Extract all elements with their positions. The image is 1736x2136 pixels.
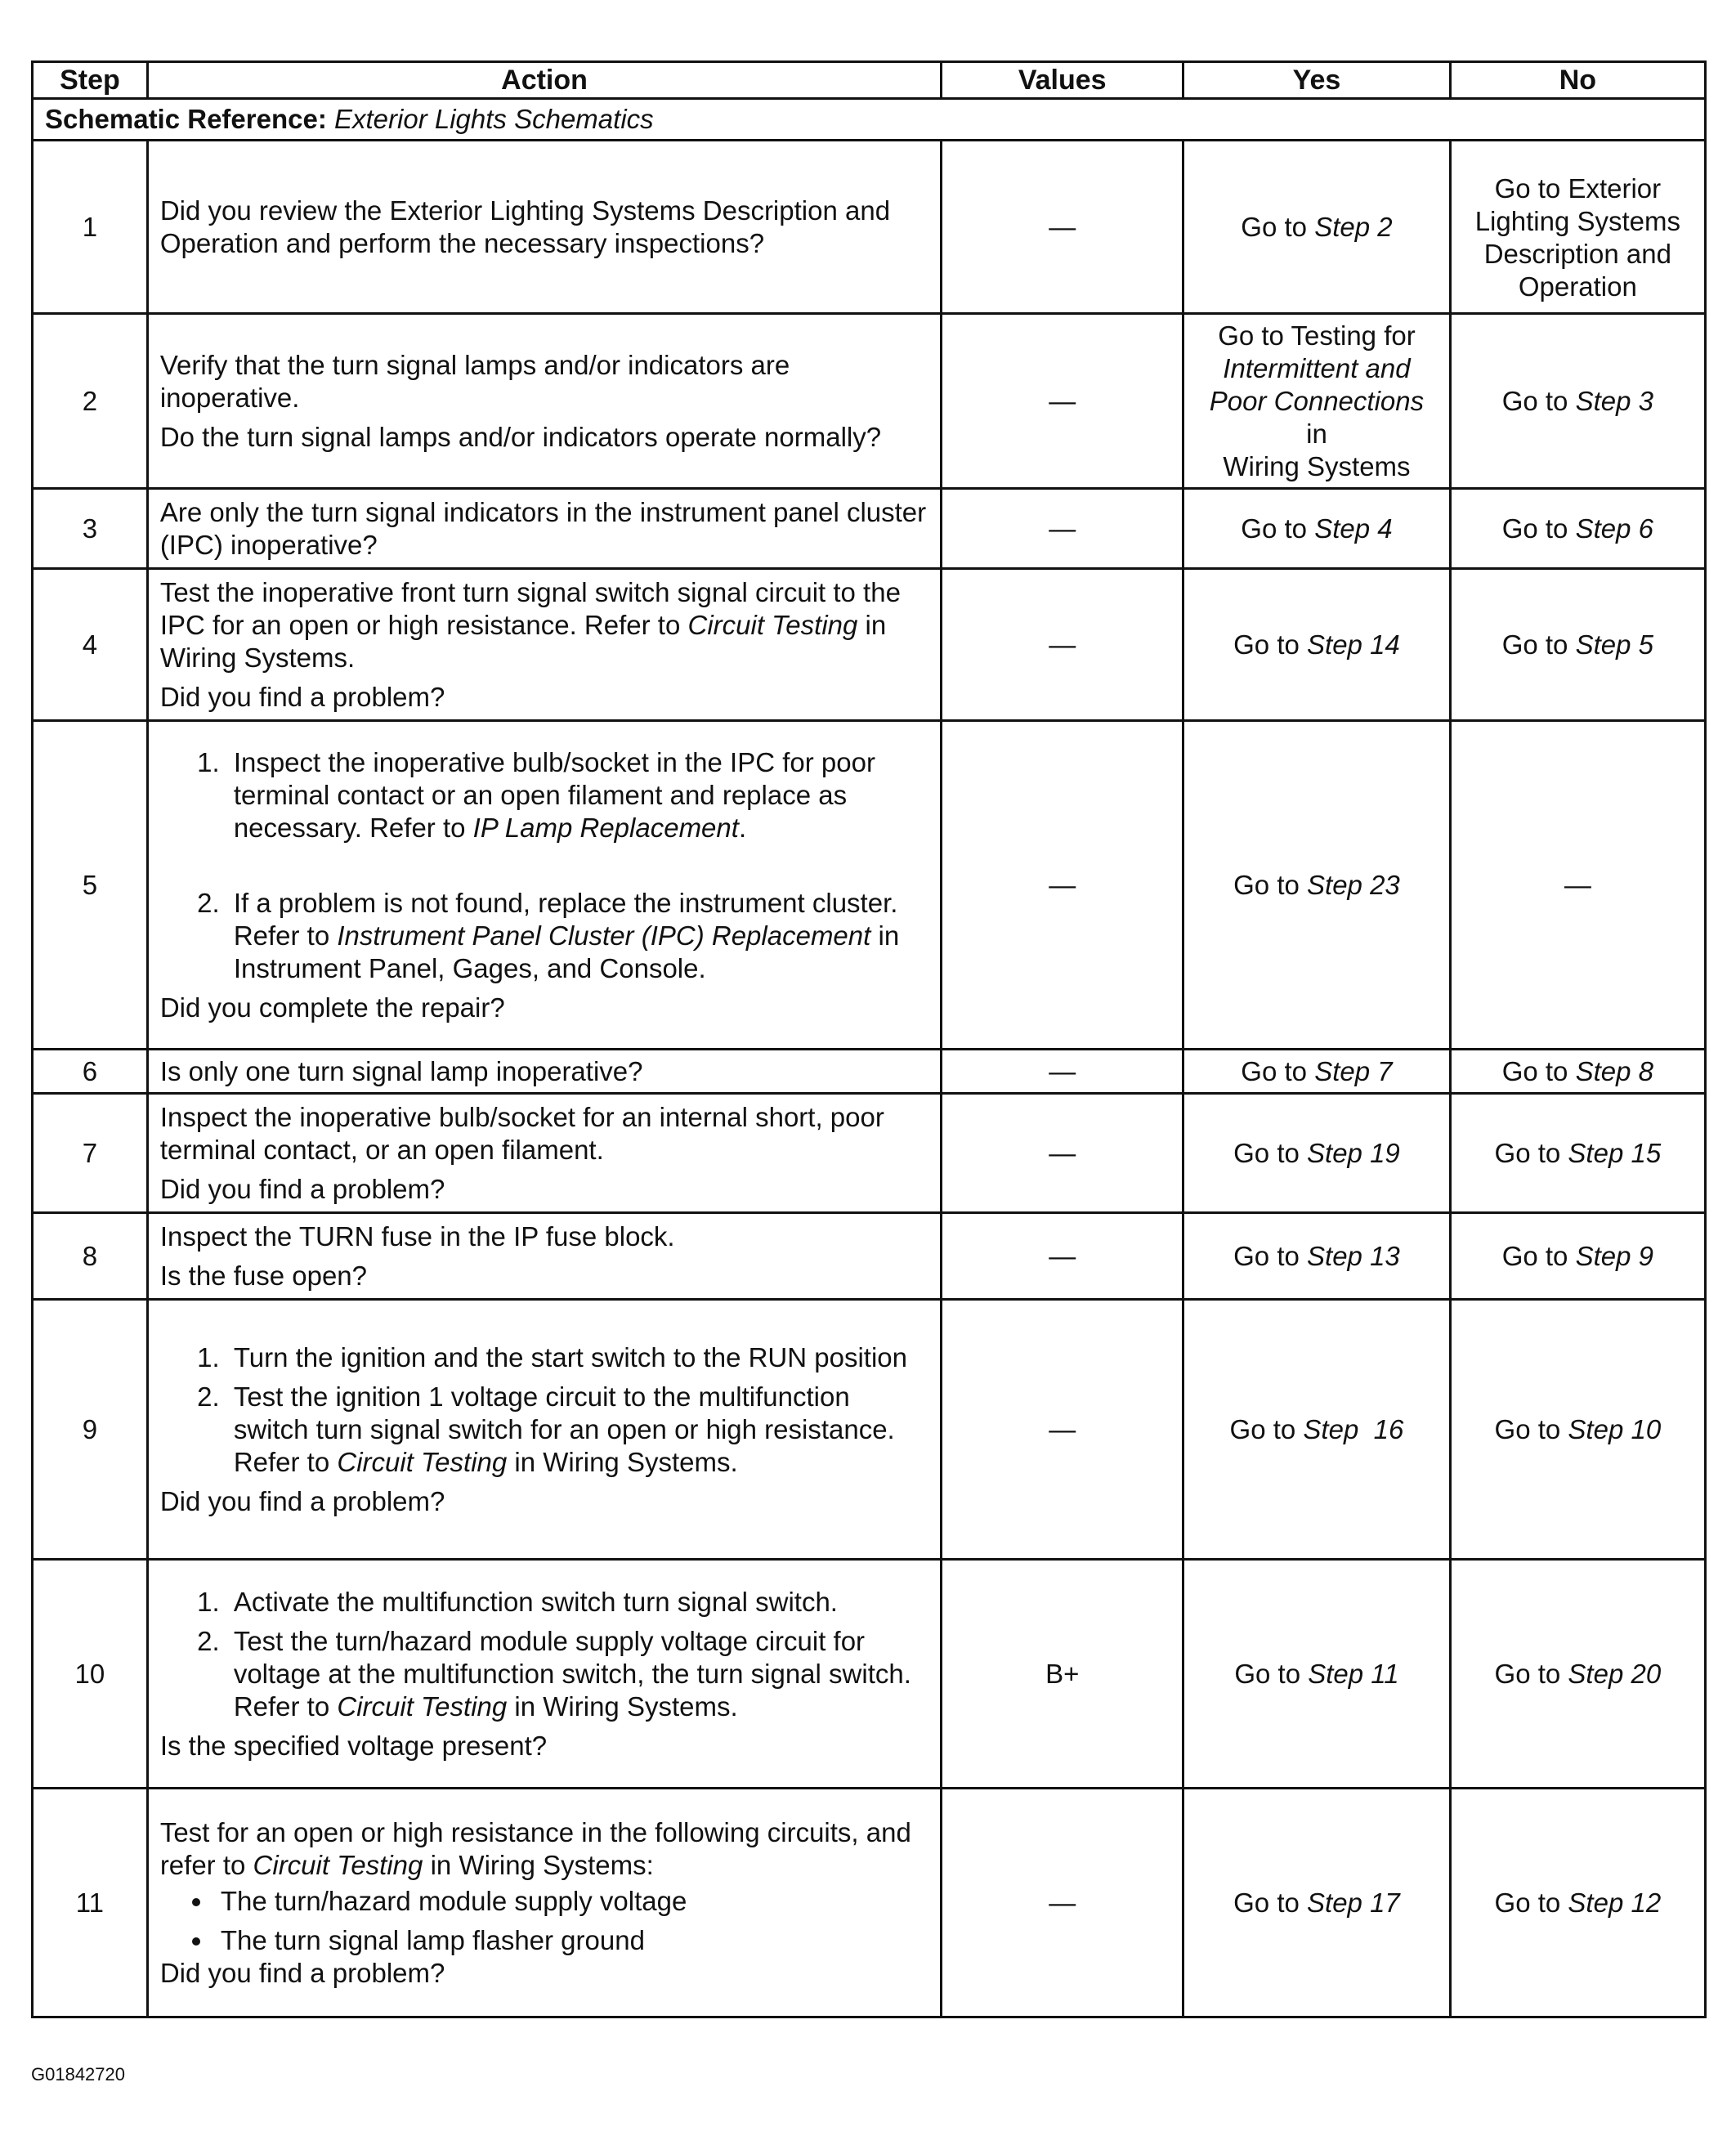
no-cell (1450, 1213, 1705, 1300)
yes-line: Wiring Systems (1223, 450, 1411, 481)
table-row (33, 489, 1706, 569)
yes-step-link: Step 2 (1314, 211, 1393, 242)
yes-cell (1183, 1789, 1451, 2017)
action-cell (147, 141, 941, 314)
step-number: 10 (33, 1560, 148, 1789)
action-question: Is only one turn signal lamp inoperative? (159, 1055, 643, 1086)
circuit-item: • The turn/hazard module supply voltage (214, 1885, 928, 1918)
table-row (33, 1560, 1706, 1789)
action-cell (147, 1560, 941, 1789)
yes-step-link: Step 11 (1308, 1658, 1399, 1689)
step-number: 11 (33, 1789, 148, 2017)
ipc-replacement-link: Instrument Panel Cluster (IPC) Replacement (337, 920, 871, 951)
no-cell (1450, 489, 1705, 569)
header-no: No (1450, 62, 1705, 99)
no-prefix: Go to (1501, 1055, 1576, 1086)
no-cell (1450, 569, 1705, 721)
action-text: Verify that the turn signal lamps and/or indicators are inoperative. (159, 349, 790, 413)
no-cell (1450, 141, 1705, 314)
circuit-list (160, 1885, 928, 1957)
action-question: Is the fuse open? (159, 1260, 368, 1291)
yes-step-link: Step 7 (1314, 1055, 1393, 1086)
yes-step-link: Step 19 (1307, 1137, 1400, 1168)
diagnostic-table (31, 60, 1707, 2018)
circuit-testing-link: Circuit Testing (337, 1446, 508, 1477)
no-prefix: Go to (1494, 1413, 1568, 1444)
yes-prefix: Go to (1241, 513, 1315, 544)
circuit-item: • The turn signal lamp flasher ground (214, 1924, 928, 1957)
schematic-label: Schematic Reference: (45, 104, 327, 134)
no-cell (1450, 1094, 1705, 1213)
step-number: 5 (33, 721, 148, 1050)
yes-prefix: Go to (1233, 869, 1308, 900)
values-cell: — (942, 1789, 1183, 2017)
yes-prefix: Go to (1233, 629, 1308, 660)
yes-cell (1183, 721, 1451, 1050)
action-step: 1. Turn the ignition and the start switch to the RUN position (227, 1341, 928, 1374)
action-step: 1. Inspect the inoperative bulb/socket in the IPC for poor terminal contact or an open filament and replace as necessary. Refer to IP Lamp Replacement. (227, 746, 928, 880)
action-steps (160, 1341, 928, 1479)
action-cell (147, 1789, 941, 2017)
no-text: Go to Exterior Lighting Systems Description and Operation (1474, 172, 1680, 302)
values-cell: — (942, 1300, 1183, 1560)
no-step-link: Step 9 (1575, 1240, 1654, 1271)
action-step: 2. Test the turn/hazard module supply voltage circuit for voltage at the multifunction switch, the turn signal switch. Refer to Circuit Testing in Wiring Systems. (227, 1625, 928, 1723)
table-row (33, 1050, 1706, 1094)
no-cell (1450, 314, 1705, 489)
schematic-row (33, 99, 1706, 141)
header-values: Values (942, 62, 1183, 99)
yes-step-link: Step 14 (1307, 629, 1400, 660)
no-step-link: Step 20 (1568, 1658, 1662, 1689)
no-step-link: Step 3 (1575, 385, 1654, 416)
action-question: Are only the turn signal indicators in the instrument panel cluster (IPC) inoperative? (159, 496, 927, 560)
yes-cell (1183, 1300, 1451, 1560)
yes-cell (1183, 1094, 1451, 1213)
step-number: 9 (33, 1300, 148, 1560)
yes-prefix: Go to (1233, 1137, 1308, 1168)
figure-id: G01842720 (31, 2064, 125, 2085)
yes-step-link: Step 16 (1303, 1413, 1404, 1444)
step-number: 8 (33, 1213, 148, 1300)
action-question: Do the turn signal lamps and/or indicators operate normally? (159, 421, 882, 452)
action-steps (160, 746, 928, 985)
no-prefix: Go to (1501, 1240, 1576, 1271)
step-number: 6 (33, 1050, 148, 1094)
table-row (33, 141, 1706, 314)
table-row (33, 314, 1706, 489)
circuit-testing-link: Circuit Testing (687, 609, 858, 640)
no-cell (1450, 1300, 1705, 1560)
yes-prefix: Go to (1233, 1240, 1308, 1271)
header-action: Action (147, 62, 941, 99)
action-cell (147, 1050, 941, 1094)
step-number: 3 (33, 489, 148, 569)
no-prefix: Go to (1501, 629, 1576, 660)
yes-cell (1183, 489, 1451, 569)
header-step: Step (33, 62, 148, 99)
action-step: 2. Test the ignition 1 voltage circuit to the multifunction switch turn signal switch for an open or high resistance. Refer to Circuit Testing in Wiring Systems. (227, 1381, 928, 1479)
no-step-link: Step 12 (1568, 1887, 1662, 1918)
step-number: 7 (33, 1094, 148, 1213)
values-cell: — (942, 1094, 1183, 1213)
circuit-testing-link: Circuit Testing (253, 1849, 423, 1880)
no-step-link: Step 15 (1568, 1137, 1662, 1168)
values-cell: — (942, 1050, 1183, 1094)
no-cell: — (1450, 721, 1705, 1050)
no-prefix: Go to (1501, 513, 1576, 544)
values-cell: — (942, 314, 1183, 489)
action-cell (147, 721, 941, 1050)
no-cell (1450, 1560, 1705, 1789)
yes-line: Intermittent and (1223, 352, 1411, 383)
no-cell (1450, 1789, 1705, 2017)
table-row (33, 1789, 1706, 2017)
action-text: Test for an open or high resistance in the following circuits, and refer to Circuit Testing in Wiring Systems: (159, 1816, 911, 1880)
yes-step-link: Step 13 (1307, 1240, 1400, 1271)
action-question: Did you complete the repair? (159, 992, 505, 1023)
action-text: Test the inoperative front turn signal switch signal circuit to the IPC for an open or high resistance. Refer to Circuit Testing in Wiring Systems. (159, 576, 901, 673)
action-question: Did you find a problem? (159, 1957, 445, 1988)
yes-prefix: Go to (1241, 211, 1315, 242)
no-prefix: Go to (1501, 385, 1576, 416)
no-prefix: Go to (1494, 1658, 1568, 1689)
header-row (33, 62, 1706, 99)
action-text: Inspect the TURN fuse in the IP fuse block. (159, 1220, 675, 1252)
action-cell (147, 1094, 941, 1213)
yes-step-link: Step 4 (1314, 513, 1393, 544)
no-prefix: Go to (1494, 1887, 1568, 1918)
action-question: Did you find a problem? (159, 1485, 445, 1516)
yes-line: Go to Testing for (1218, 320, 1416, 351)
yes-cell (1183, 1050, 1451, 1094)
schematic-reference (33, 99, 1706, 141)
action-question: Did you find a problem? (159, 1173, 445, 1204)
no-step-link: Step 8 (1575, 1055, 1654, 1086)
values-cell: — (942, 569, 1183, 721)
action-question: Is the specified voltage present? (159, 1730, 548, 1761)
action-question: Did you review the Exterior Lighting Systems Description and Operation and perform the necessary inspections? (159, 195, 891, 258)
table-row (33, 569, 1706, 721)
yes-prefix: Go to (1234, 1658, 1309, 1689)
values-cell: — (942, 1213, 1183, 1300)
action-cell (147, 569, 941, 721)
yes-step-link: Step 23 (1307, 869, 1400, 900)
yes-cell (1183, 314, 1451, 489)
action-question: Did you find a problem? (159, 681, 445, 712)
yes-step-link: Step 17 (1307, 1887, 1400, 1918)
schematic-link: Exterior Lights Schematics (334, 104, 654, 134)
table-row (33, 1300, 1706, 1560)
action-cell (147, 1213, 941, 1300)
table-row (33, 1213, 1706, 1300)
no-prefix: Go to (1494, 1137, 1568, 1168)
no-step-link: Step 5 (1575, 629, 1654, 660)
ip-lamp-link: IP Lamp Replacement (472, 812, 739, 843)
yes-prefix: Go to (1233, 1887, 1308, 1918)
yes-cell (1183, 1213, 1451, 1300)
step-number: 1 (33, 141, 148, 314)
action-cell (147, 489, 941, 569)
yes-prefix: Go to (1229, 1413, 1304, 1444)
circuit-testing-link: Circuit Testing (337, 1690, 508, 1722)
yes-cell (1183, 569, 1451, 721)
step-number: 2 (33, 314, 148, 489)
yes-line: Poor Connections (1209, 385, 1425, 416)
action-text: Inspect the inoperative bulb/socket for an internal short, poor terminal contact, or an open filament. (159, 1101, 884, 1165)
action-steps (160, 1586, 928, 1723)
action-step: 2. If a problem is not found, replace the instrument cluster. Refer to Instrument Panel Cluster (IPC) Replacement in Instrument Panel, Gages, and Console. (227, 887, 928, 985)
header-yes: Yes (1183, 62, 1451, 99)
action-cell (147, 314, 941, 489)
action-step: 1. Activate the multifunction switch turn signal switch. (227, 1586, 928, 1619)
no-cell (1450, 1050, 1705, 1094)
yes-cell (1183, 141, 1451, 314)
action-cell (147, 1300, 941, 1560)
no-step-link: Step 10 (1568, 1413, 1662, 1444)
yes-cell (1183, 1560, 1451, 1789)
step-number: 4 (33, 569, 148, 721)
values-cell: — (942, 489, 1183, 569)
yes-prefix: Go to (1241, 1055, 1315, 1086)
table-row (33, 721, 1706, 1050)
no-step-link: Step 6 (1575, 513, 1654, 544)
values-cell: — (942, 721, 1183, 1050)
values-cell: — (942, 141, 1183, 314)
table-row (33, 1094, 1706, 1213)
yes-line: in (1306, 418, 1327, 449)
values-cell: B+ (942, 1560, 1183, 1789)
